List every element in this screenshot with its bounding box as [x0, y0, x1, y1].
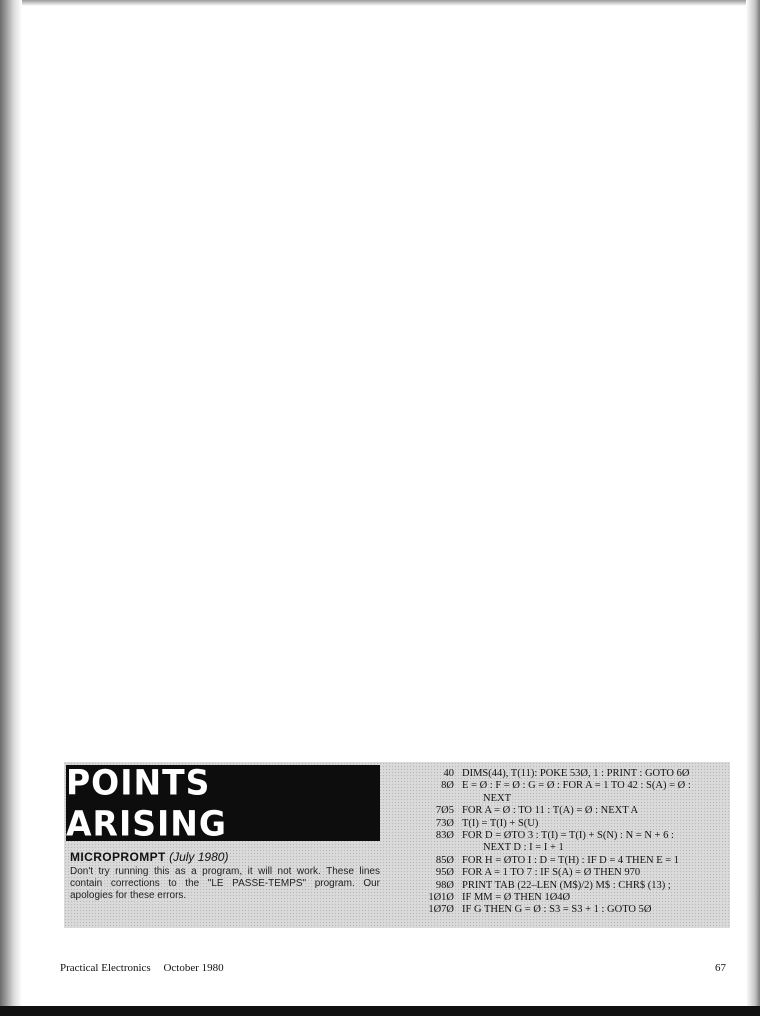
- page-right-edge: [746, 0, 760, 1016]
- issue-date: October 1980: [163, 962, 224, 974]
- line-number: 40: [443, 768, 454, 779]
- code-statement: FOR H = ØTO I : D = T(H) : IF D = 4 THEN E = 1: [462, 854, 680, 866]
- code-line: [424, 904, 728, 916]
- section-title: POINTS ARISING: [66, 762, 227, 844]
- code-line: [424, 855, 728, 867]
- code-line: [424, 818, 728, 830]
- article-body: Don't try running this as a program, it will not work. These lines contain corrections to the "LE PASSE-TEMPS" program. Our apologies for these errors.: [70, 866, 380, 901]
- code-listing: [424, 768, 728, 917]
- line-number: 83Ø: [435, 830, 454, 842]
- line-number: 98Ø: [435, 879, 454, 891]
- code-statement: IF MM = Ø THEN 1Ø4Ø: [462, 892, 571, 904]
- line-number: 1Ø7Ø: [428, 904, 454, 916]
- page-top-edge: [0, 0, 760, 6]
- line-number: 7Ø5: [435, 805, 454, 817]
- line-number: 95Ø: [435, 867, 454, 879]
- code-statement: FOR D = ØTO 3 : T(I) = T(I) + S(N) : N = N + 6 :: [462, 830, 674, 842]
- code-statement: T(I) = T(I) + S(U): [462, 817, 539, 829]
- code-line: [424, 830, 728, 842]
- line-number: 85Ø: [435, 854, 454, 866]
- code-statement: NEXT D : I = I + 1: [483, 842, 564, 854]
- page-bottom-edge: [0, 1006, 760, 1016]
- line-number: 8Ø: [441, 780, 454, 792]
- article-heading: [70, 850, 380, 864]
- code-line: [424, 793, 728, 805]
- section-banner: [66, 762, 380, 844]
- code-line: [424, 867, 728, 879]
- code-line: [424, 842, 728, 854]
- line-number: 73Ø: [435, 817, 454, 829]
- code-statement: DIMS(44), T(11): POKE 53Ø, 1 : PRINT : GOTO 6Ø: [462, 768, 690, 779]
- code-statement: FOR A = Ø : TO 11 : T(A) = Ø : NEXT A: [462, 805, 639, 817]
- code-line: [424, 892, 728, 904]
- code-statement: NEXT: [483, 792, 511, 804]
- line-number: 1Ø1Ø: [428, 892, 454, 904]
- code-line: [424, 805, 728, 817]
- article-date: (July 1980): [169, 850, 229, 864]
- code-line: [424, 768, 728, 780]
- page-left-edge: [0, 0, 22, 1016]
- code-line: [424, 780, 728, 792]
- code-statement: PRINT TAB (22–LEN (M$)/2) M$ : CHR$ (13) ;: [462, 879, 671, 891]
- code-line: [424, 880, 728, 892]
- line-number: [424, 793, 462, 805]
- line-number: [424, 842, 462, 854]
- code-statement: E = Ø : F = Ø : G = Ø : FOR A = 1 TO 42 : S(A) = Ø :: [462, 780, 691, 792]
- code-statement: FOR A = 1 TO 7 : IF S(A) = Ø THEN 970: [462, 867, 641, 879]
- publication-name: Practical Electronics: [60, 962, 151, 974]
- code-statement: IF G THEN G = Ø : S3 = S3 + 1 : GOTO 5Ø: [462, 904, 652, 916]
- article-title: MICROPROMPT: [70, 850, 166, 864]
- page-number: 67: [715, 962, 726, 974]
- page-footer: [60, 962, 224, 974]
